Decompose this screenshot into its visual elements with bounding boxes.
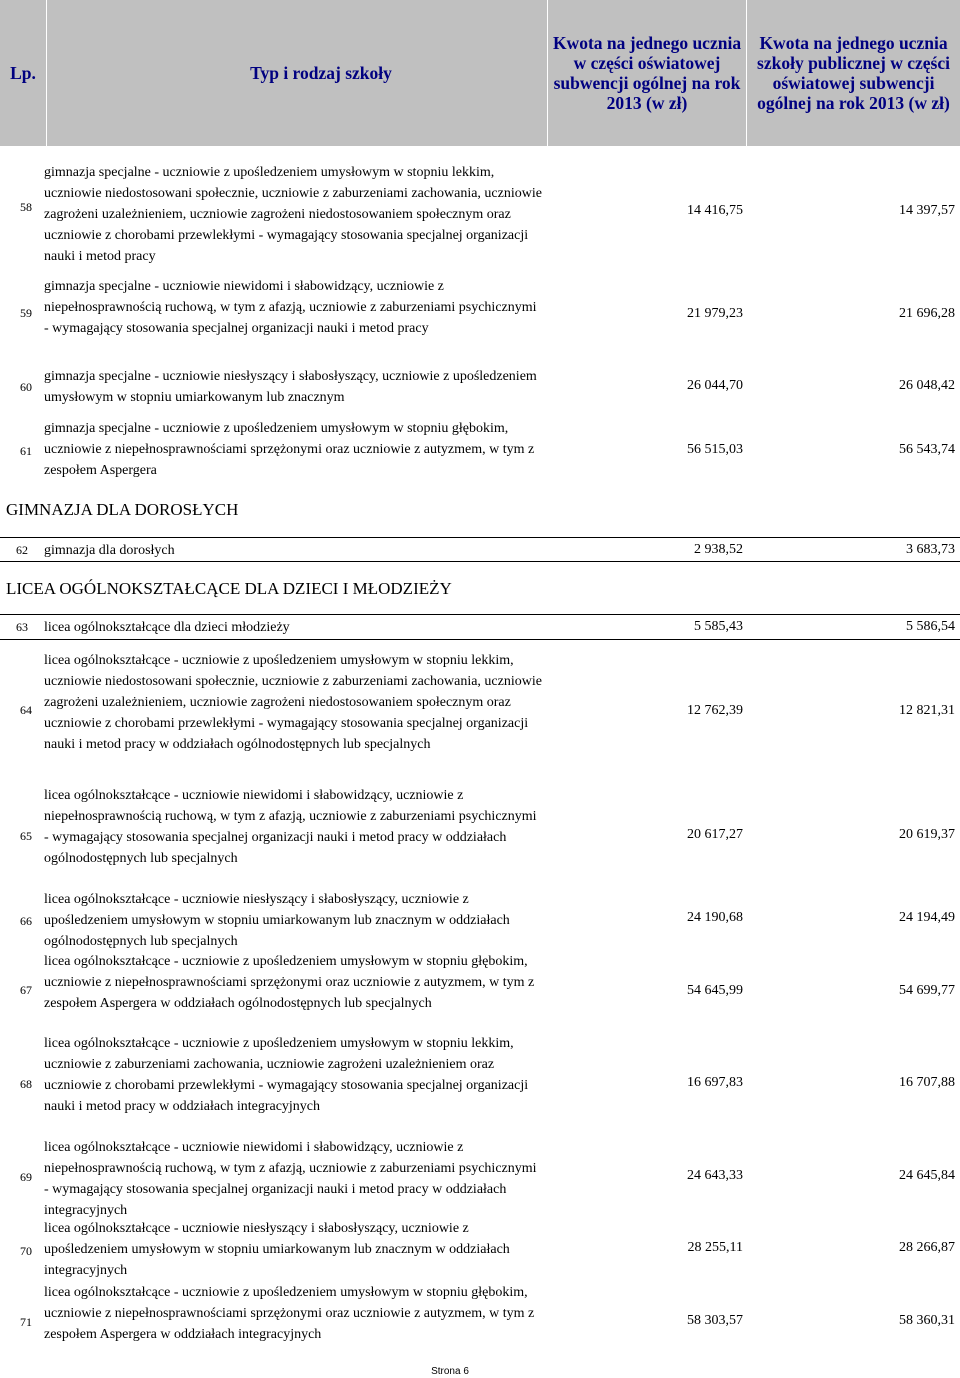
amount-1: 2 938,52	[694, 542, 743, 557]
amount-2: 56 543,74	[899, 442, 955, 457]
amount-1: 24 643,33	[687, 1168, 743, 1183]
amount-2: 21 696,28	[899, 306, 955, 321]
amount-1: 58 303,57	[687, 1313, 743, 1328]
amount-1: 20 617,27	[687, 827, 743, 842]
amount-1: 12 762,39	[687, 703, 743, 718]
amount-2: 3 683,73	[906, 542, 955, 557]
row-description: licea ogólnokształcące - uczniowie z upośledzeniem umysłowym w stopniu lekkim, uczniowie z zaburzeniami zachowania, uczniowie zagrożeni uzależnieniem oraz uczniowie z chorobami przewlekłymi - wymagający stosowania specjalnej organizacji nauki i metod pracy w oddziałach integracyjnych	[44, 1036, 529, 1114]
amount-1: 54 645,99	[687, 983, 743, 998]
header-amount-2: Kwota na jednego ucznia szkoły publicznej w części oświatowej subwencji ogólnej na rok 2013 (w zł)	[757, 33, 950, 113]
header-lp: Lp.	[10, 63, 36, 83]
amount-2: 24 645,84	[899, 1168, 955, 1183]
row-description: gimnazja dla dorosłych	[44, 543, 175, 558]
row-number: 60	[20, 380, 32, 394]
row-description: licea ogólnokształcące - uczniowie niesłyszący i słabosłyszący, uczniowie z upośledzeniem umysłowym w stopniu umiarkowanym lub znacznym w oddziałach integracyjnych	[44, 1221, 510, 1278]
row-description: licea ogólnokształcące - uczniowie z upośledzeniem umysłowym w stopniu lekkim, uczniowie niedostosowani społecznie, uczniowie z zaburzeniami zachowania, uczniowie zagrożeni uzależnieniem, uczniowie zagrożeni niedostosowaniem społecznym oraz uczniowie z chorobami przewlekłymi - wymagający stosowania specjalnej organizacji nauki i metod pracy w oddziałach ogólnodostępnych lub specjalnych	[44, 653, 542, 752]
row-number: 71	[20, 1315, 32, 1329]
amount-2: 24 194,49	[899, 910, 955, 925]
amount-2: 14 397,57	[899, 203, 955, 218]
row-number: 68	[20, 1077, 32, 1091]
row-description: licea ogólnokształcące - uczniowie z upośledzeniem umysłowym w stopniu głębokim, uczniowie z niepełnosprawnościami sprzężonymi oraz uczniowie z autyzmem, w tym z zespołem Aspergera w oddziałach integracyjnych	[44, 1285, 535, 1342]
row-description: licea ogólnokształcące - uczniowie niesłyszący i słabosłyszący, uczniowie z upośledzeniem umysłowym w stopniu umiarkowanym lub znacznym w oddziałach ogólnodostępnych lub specjalnych	[44, 892, 510, 949]
row-number: 70	[20, 1244, 32, 1258]
row-border	[0, 561, 960, 562]
row-description: gimnazja specjalne - uczniowie z upośledzeniem umysłowym w stopniu głębokim, uczniowie z niepełnosprawnościami sprzężonymi oraz uczniowie z autyzmem, w tym z zespołem Aspergera	[44, 421, 535, 478]
row-description: licea ogólnokształcące - uczniowie niewidomi i słabowidzący, uczniowie z niepełnosprawnością ruchową, w tym z afazją, uczniowie z zaburzeniami psychicznymi - wymagający stosowania specjalnej organizacji nauki i metod pracy w oddziałach ogólnodostępnych lub specjalnych	[44, 788, 537, 866]
amount-2: 12 821,31	[899, 703, 955, 718]
row-number: 61	[20, 444, 32, 458]
table-header	[0, 0, 960, 146]
row-description: gimnazja specjalne - uczniowie z upośledzeniem umysłowym w stopniu lekkim, uczniowie niedostosowani społecznie, uczniowie z zaburzeniami zachowania, uczniowie zagrożeni uzależnieniem, uczniowie zagrożeni niedostosowaniem społecznym oraz uczniowie z chorobami przewlekłymi - wymagający stosowania specjalnej organizacji nauki i metod pracy	[44, 165, 542, 264]
amount-2: 54 699,77	[899, 983, 955, 998]
row-description: licea ogólnokształcące - uczniowie z upośledzeniem umysłowym w stopniu głębokim, uczniowie z niepełnosprawnościami sprzężonymi oraz uczniowie z autyzmem, w tym z zespołem Aspergera w oddziałach ogólnodostępnych lub specjalnych	[44, 954, 535, 1011]
amount-2: 28 266,87	[899, 1240, 955, 1255]
amount-2: 58 360,31	[899, 1313, 955, 1328]
header-amount-1: Kwota na jednego ucznia w części oświatowej subwencji ogólnej na rok 2013 (w zł)	[552, 33, 742, 113]
row-number: 69	[20, 1170, 32, 1184]
amount-1: 5 585,43	[694, 619, 743, 634]
header-type: Typ i rodzaj szkoły	[250, 63, 392, 83]
row-border	[0, 537, 960, 538]
row-number: 63	[16, 620, 28, 634]
amount-1: 28 255,11	[687, 1240, 743, 1255]
row-number: 59	[20, 306, 32, 320]
row-number: 62	[16, 543, 28, 557]
row-number: 65	[20, 829, 32, 843]
row-border	[0, 614, 960, 615]
row-description: gimnazja specjalne - uczniowie niesłyszący i słabosłyszący, uczniowie z upośledzeniem umysłowym w stopniu umiarkowanym lub znacznym	[44, 369, 537, 405]
amount-1: 26 044,70	[687, 378, 743, 393]
amount-2: 16 707,88	[899, 1075, 955, 1090]
amount-1: 21 979,23	[687, 306, 743, 321]
amount-2: 26 048,42	[899, 378, 955, 393]
row-description: gimnazja specjalne - uczniowie niewidomi i słabowidzący, uczniowie z niepełnosprawnością ruchową, w tym z afazją, uczniowie z zaburzeniami psychicznymi - wymagający stosowania specjalnej organizacji nauki i metod pracy	[44, 279, 537, 336]
section-heading: GIMNAZJA DLA DOROSŁYCH	[6, 500, 239, 519]
row-number: 64	[20, 703, 32, 717]
row-number: 66	[20, 914, 32, 928]
amount-1: 14 416,75	[687, 203, 743, 218]
row-description: licea ogólnokształcące dla dzieci młodzieży	[44, 620, 290, 635]
amount-2: 20 619,37	[899, 827, 955, 842]
amount-1: 56 515,03	[687, 442, 743, 457]
amount-2: 5 586,54	[906, 619, 955, 634]
row-border	[0, 639, 960, 640]
row-number: 58	[20, 200, 32, 214]
row-description: licea ogólnokształcące - uczniowie niewidomi i słabowidzący, uczniowie z niepełnosprawnością ruchową, w tym z afazją, uczniowie z zaburzeniami psychicznymi - wymagający stosowania specjalnej organizacji nauki i metod pracy w oddziałach integracyjnych	[44, 1140, 537, 1218]
row-number: 67	[20, 983, 32, 997]
amount-1: 24 190,68	[687, 910, 743, 925]
section-heading: LICEA OGÓLNOKSZTAŁCĄCE DLA DZIECI I MŁODZIEŻY	[6, 579, 452, 598]
amount-1: 16 697,83	[687, 1075, 743, 1090]
page-number: Strona 6	[431, 1366, 469, 1377]
